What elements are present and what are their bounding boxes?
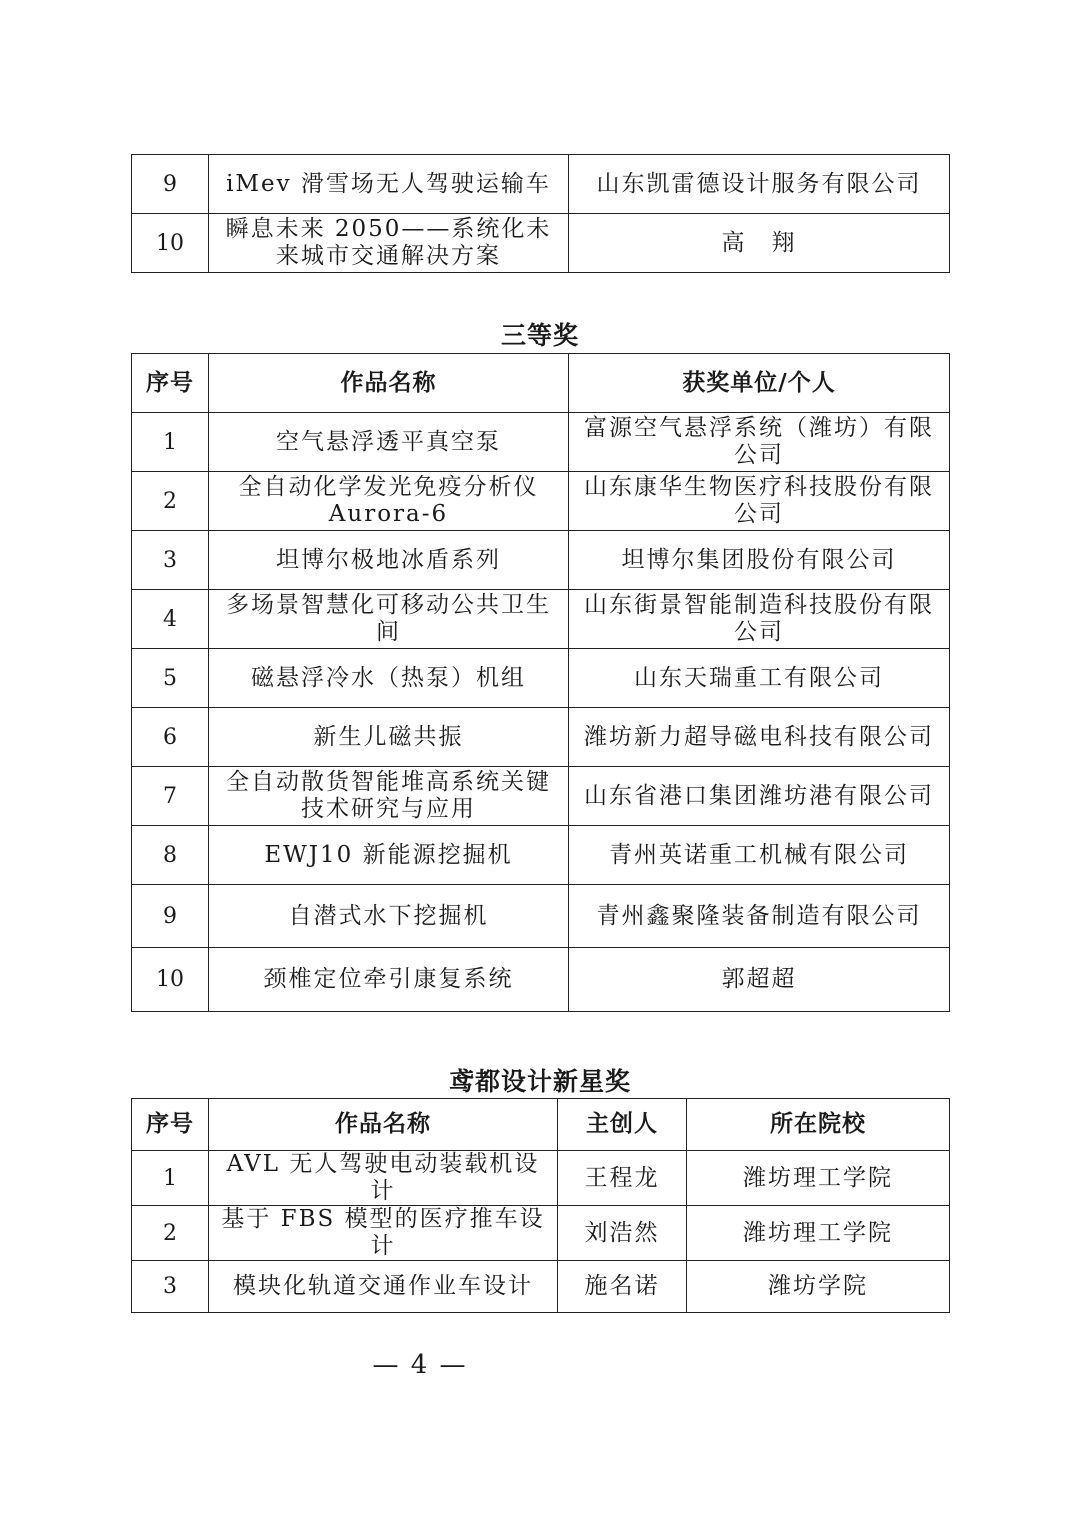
header-winner: 获奖单位/个人 <box>569 354 950 413</box>
header-index: 序号 <box>132 354 209 413</box>
work-name: 新生儿磁共振 <box>209 708 569 767</box>
row-index: 10 <box>132 948 209 1012</box>
work-name: 颈椎定位牵引康复系统 <box>209 948 569 1012</box>
winner-name: 山东省港口集团潍坊港有限公司 <box>569 767 950 826</box>
table-header-row <box>132 354 950 413</box>
row-index: 9 <box>132 885 209 948</box>
work-name: 坦博尔极地冰盾系列 <box>209 531 569 590</box>
winner-name: 山东康华生物医疗科技股份有限公司 <box>569 472 950 531</box>
work-name: 空气悬浮透平真空泵 <box>209 413 569 472</box>
work-name: 全自动化学发光免疫分析仪 Aurora-6 <box>209 472 569 531</box>
row-index: 9 <box>132 155 209 214</box>
winner-name: 富源空气悬浮系统（潍坊）有限公司 <box>569 413 950 472</box>
work-name: 瞬息未来 2050——系统化未来城市交通解决方案 <box>209 214 569 273</box>
row-index: 3 <box>132 531 209 590</box>
school-name: 潍坊理工学院 <box>687 1206 950 1261</box>
header-creator: 主创人 <box>558 1099 687 1151</box>
table-row <box>132 155 950 214</box>
header-work: 作品名称 <box>209 1099 558 1151</box>
winner-name: 坦博尔集团股份有限公司 <box>569 531 950 590</box>
table-row <box>132 214 950 273</box>
row-index: 1 <box>132 413 209 472</box>
winner-name: 山东凯雷德设计服务有限公司 <box>569 155 950 214</box>
creator-name: 王程龙 <box>558 1151 687 1206</box>
creator-name: 刘浩然 <box>558 1206 687 1261</box>
work-name: 基于 FBS 模型的医疗推车设计 <box>209 1206 558 1261</box>
row-index: 5 <box>132 649 209 708</box>
winner-name: 青州鑫聚隆装备制造有限公司 <box>569 885 950 948</box>
table-header-row <box>132 1099 950 1151</box>
winner-name: 潍坊新力超导磁电科技有限公司 <box>569 708 950 767</box>
work-name: 多场景智慧化可移动公共卫生间 <box>209 590 569 649</box>
continued-award-table <box>131 154 950 273</box>
new-star-title: 鸢都设计新星奖 <box>448 1067 631 1096</box>
third-prize-title: 三等奖 <box>500 321 579 350</box>
table-row <box>132 826 950 885</box>
header-index: 序号 <box>132 1099 209 1151</box>
table-row <box>132 708 950 767</box>
row-index: 1 <box>132 1151 209 1206</box>
table-row <box>132 413 950 472</box>
school-name: 潍坊学院 <box>687 1261 950 1313</box>
table-row <box>132 531 950 590</box>
row-index: 10 <box>132 214 209 273</box>
table-row <box>132 1206 950 1261</box>
table-row <box>132 948 950 1012</box>
creator-name: 施名诺 <box>558 1261 687 1313</box>
table-row <box>132 1151 950 1206</box>
school-name: 潍坊理工学院 <box>687 1151 950 1206</box>
work-name: 全自动散货智能堆高系统关键技术研究与应用 <box>209 767 569 826</box>
row-index: 4 <box>132 590 209 649</box>
work-name: 自潜式水下挖掘机 <box>209 885 569 948</box>
table-row <box>132 472 950 531</box>
row-index: 6 <box>132 708 209 767</box>
work-name: AVL 无人驾驶电动装载机设计 <box>209 1151 558 1206</box>
work-name: 磁悬浮冷水（热泵）机组 <box>209 649 569 708</box>
winner-name: 郭超超 <box>569 948 950 1012</box>
winner-name: 山东街景智能制造科技股份有限公司 <box>569 590 950 649</box>
third-prize-table <box>131 353 950 1012</box>
winner-name: 山东天瑞重工有限公司 <box>569 649 950 708</box>
winner-name: 青州英诺重工机械有限公司 <box>569 826 950 885</box>
table-row <box>132 767 950 826</box>
header-work: 作品名称 <box>209 354 569 413</box>
row-index: 3 <box>132 1261 209 1313</box>
work-name: iMev 滑雪场无人驾驶运输车 <box>209 155 569 214</box>
new-star-table <box>131 1098 950 1313</box>
table-row <box>132 885 950 948</box>
work-name: EWJ10 新能源挖掘机 <box>209 826 569 885</box>
header-school: 所在院校 <box>687 1099 950 1151</box>
table-row <box>132 1261 950 1313</box>
table-row <box>132 649 950 708</box>
table-row <box>132 590 950 649</box>
winner-name: 高 翔 <box>569 214 950 273</box>
row-index: 2 <box>132 472 209 531</box>
row-index: 8 <box>132 826 209 885</box>
row-index: 7 <box>132 767 209 826</box>
row-index: 2 <box>132 1206 209 1261</box>
page-number: — 4 — <box>372 1350 468 1380</box>
work-name: 模块化轨道交通作业车设计 <box>209 1261 558 1313</box>
